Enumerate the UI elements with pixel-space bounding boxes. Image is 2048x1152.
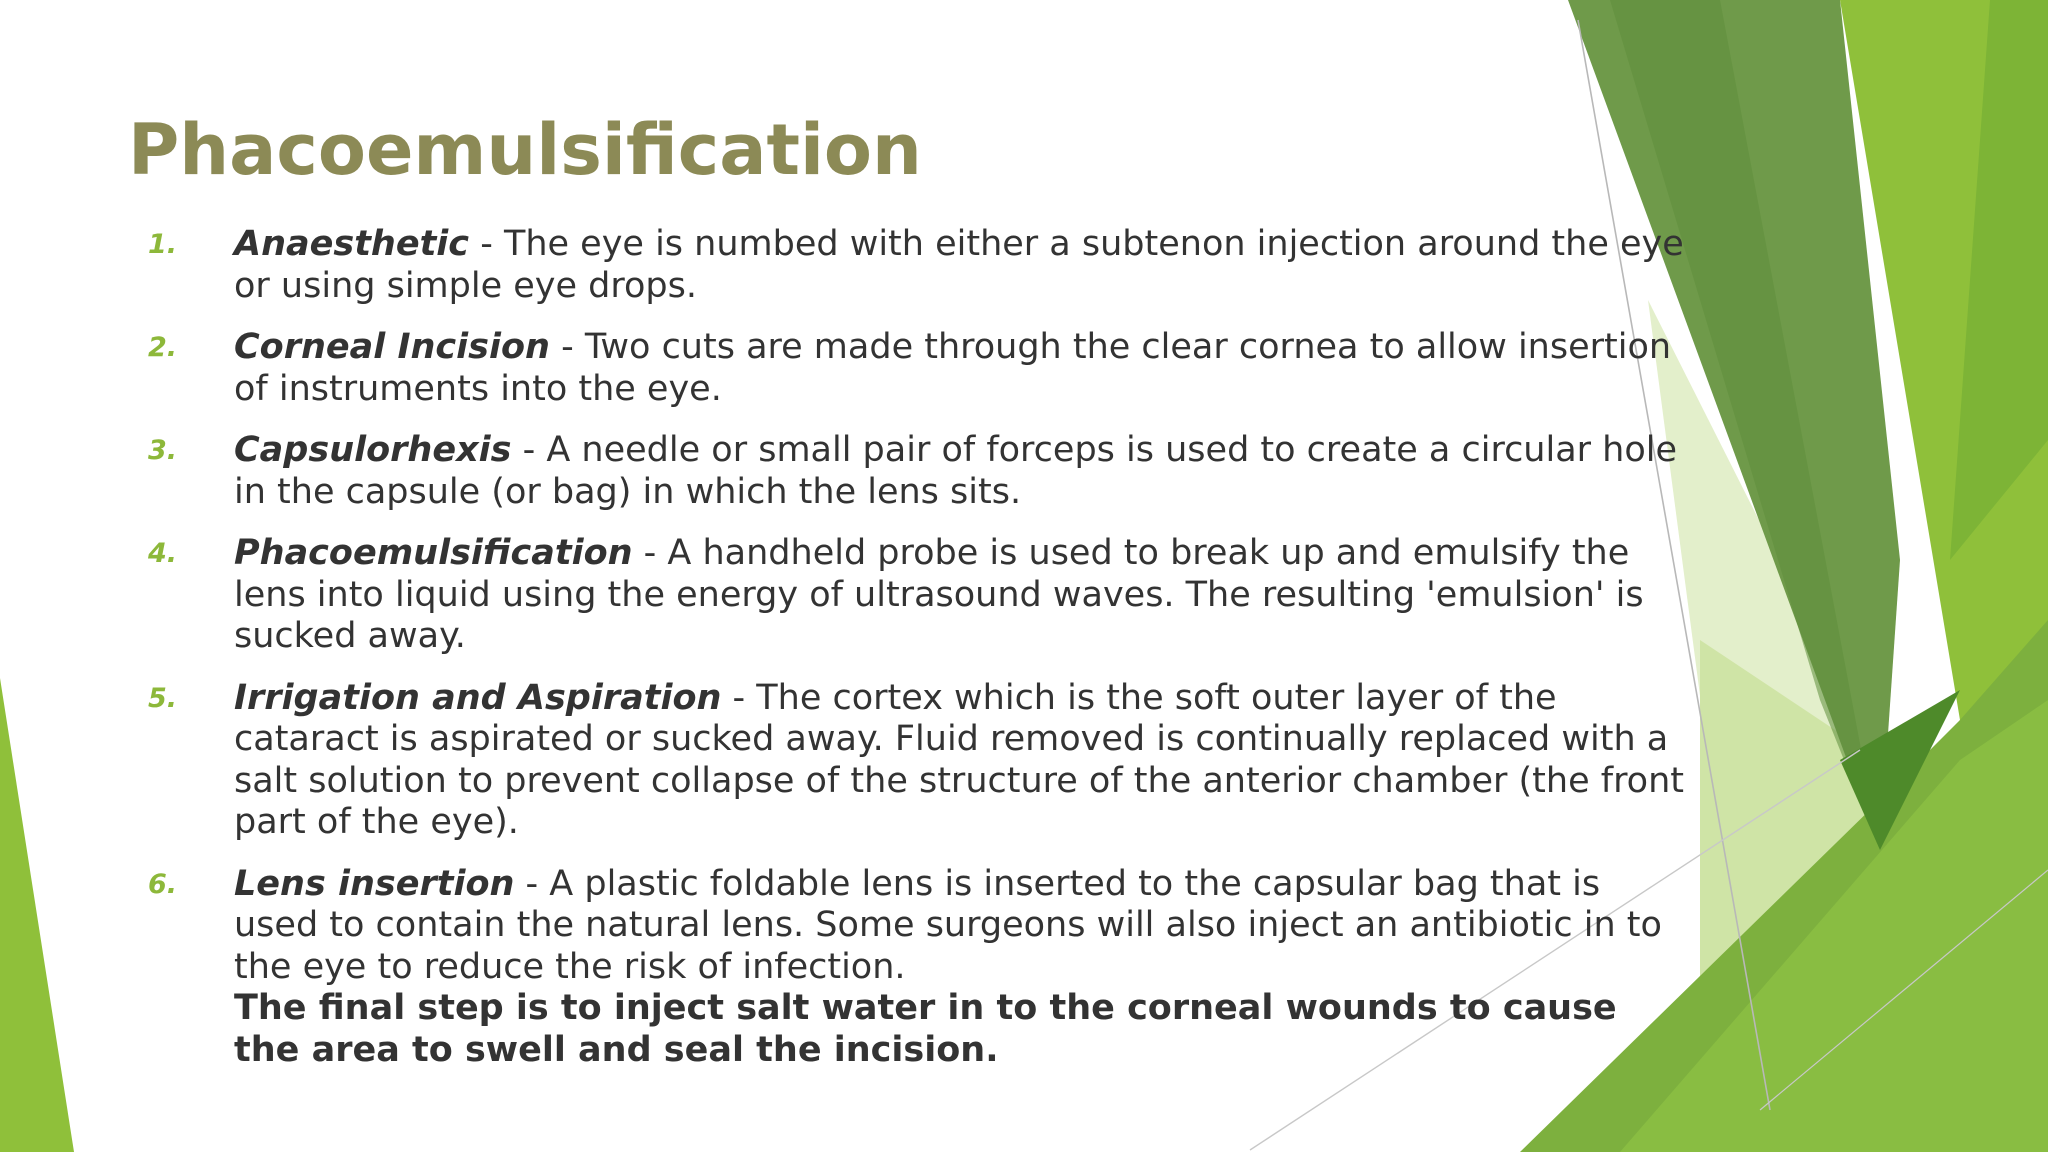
step-term: Anaesthetic	[234, 224, 470, 264]
step-description: - The eye is numbed with either a subtenon injection around the eye or using simple eye drops.	[234, 224, 1684, 306]
step-number: 5.	[148, 682, 178, 714]
step-item-anaesthetic	[148, 224, 1688, 307]
step-term: Irrigation and Aspiration	[234, 677, 722, 718]
step-item-capsulorhexis	[148, 430, 1688, 513]
step-number: 2.	[148, 332, 178, 363]
step-final-note: The final step is to inject salt water in to the corneal wounds to cause the area to swell and seal the incision.	[234, 988, 1617, 1070]
left-accent-shape	[0, 678, 74, 1152]
step-description: - Two cuts are made through the clear cornea to allow insertion of instruments into the eye.	[234, 327, 1672, 409]
step-item-phacoemulsification	[148, 533, 1688, 658]
step-description: - A plastic foldable lens is inserted to the capsular bag that is used to contain the natural lens. Some surgeons will also inject an antibiotic in to the eye to reduce the risk of infection.	[234, 863, 1662, 987]
step-item-corneal-incision	[148, 327, 1688, 410]
step-term: Corneal Incision	[234, 327, 550, 367]
step-number: 6.	[148, 868, 178, 900]
procedure-steps-list	[148, 224, 1688, 1091]
step-term: Phacoemulsification	[234, 533, 633, 573]
step-description: - The cortex which is the soft outer layer of the cataract is aspirated or sucked away. Fluid removed is continually replaced with a salt solution to prevent collapse of the structure of the anterior chamber (the front part of the eye).	[234, 677, 1685, 842]
step-description: - A needle or small pair of forceps is used to create a circular hole in the capsule (or bag) in which the lens sits.	[234, 430, 1678, 512]
step-term: Capsulorhexis	[234, 430, 512, 470]
step-term: Lens insertion	[234, 863, 515, 904]
step-number: 3.	[148, 435, 178, 466]
step-item-irrigation-aspiration	[148, 678, 1688, 844]
step-description: - A handheld probe is used to break up and emulsify the lens into liquid using the energy of ultrasound waves. The resulting 'emulsion' is sucked away.	[234, 533, 1644, 656]
step-number: 4.	[148, 538, 178, 569]
step-item-lens-insertion	[148, 864, 1688, 1072]
slide-title: Phacoemulsification	[128, 109, 922, 191]
step-number: 1.	[148, 229, 178, 260]
